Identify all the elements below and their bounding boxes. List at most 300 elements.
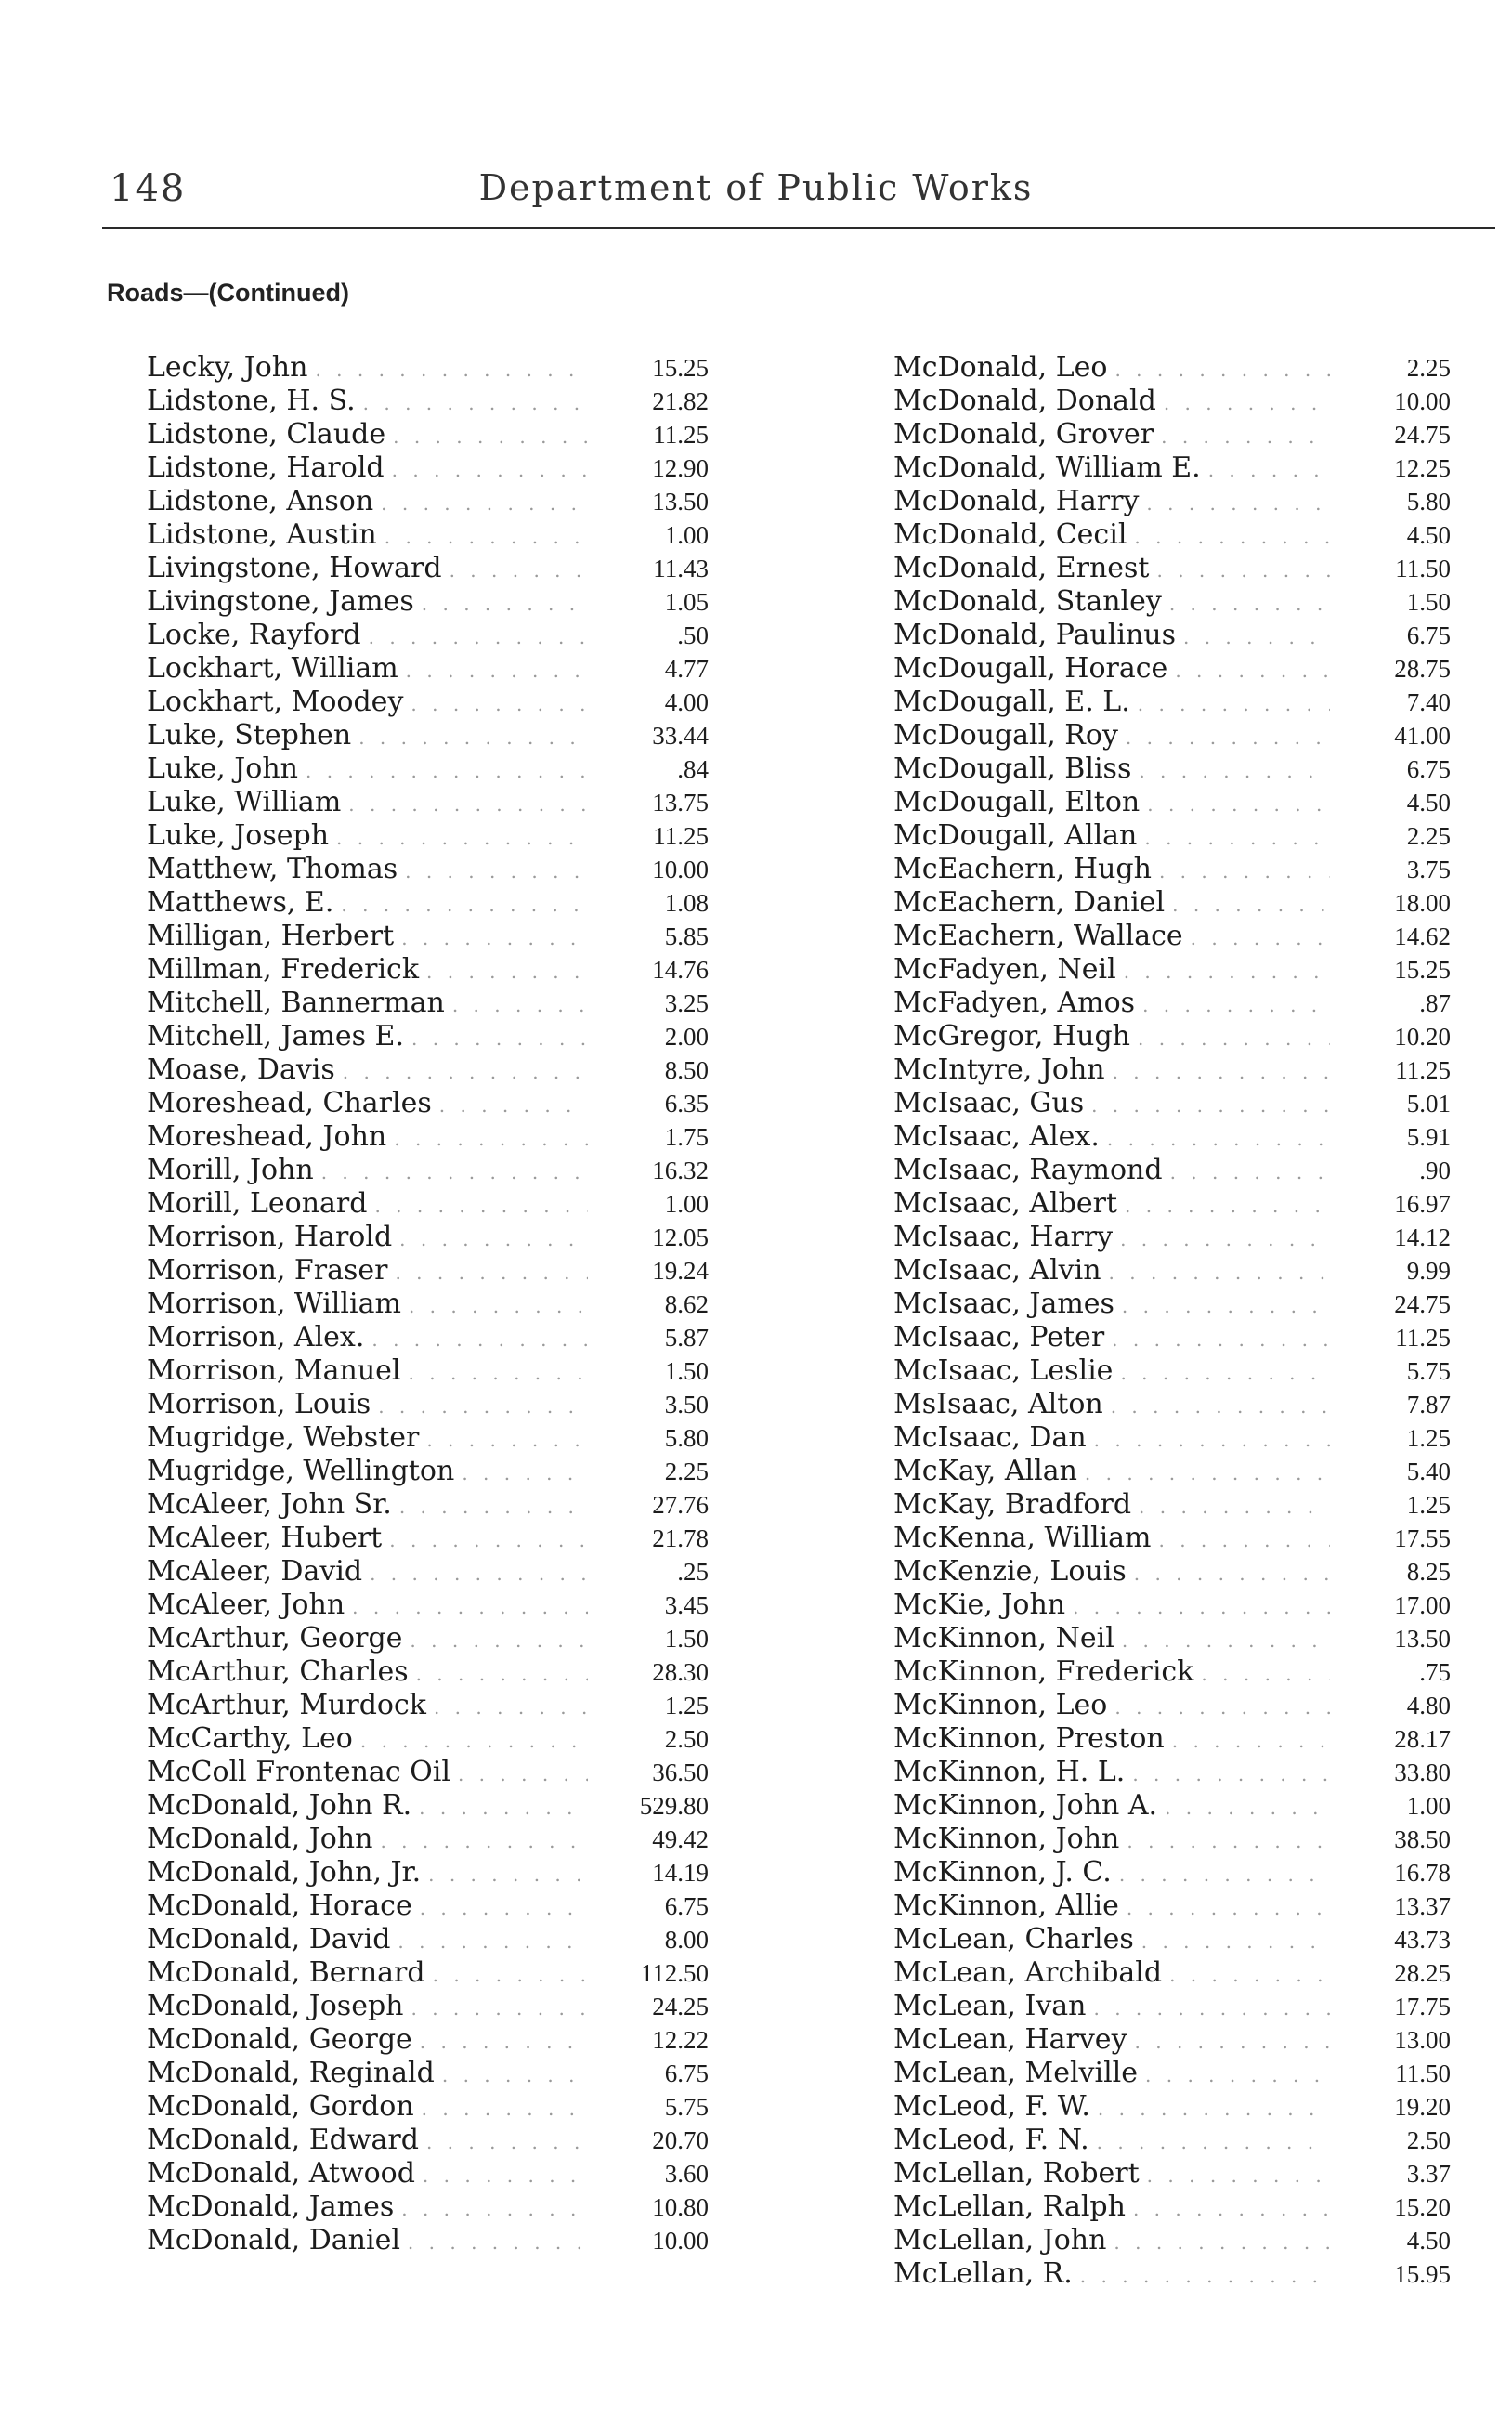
dot-leader	[353, 1724, 588, 1758]
payee-name: McDougall, E. L.	[893, 686, 1130, 718]
payee-name: McDonald, George	[147, 2023, 412, 2056]
payment-amount: 27.76	[652, 1491, 709, 1519]
dot-leader	[401, 1356, 588, 1390]
list-item	[893, 1655, 1451, 1689]
payee-name: McLellan, Ralph	[893, 2190, 1126, 2223]
list-item	[147, 418, 709, 451]
payee-name: McKinnon, J. C.	[893, 1856, 1112, 1889]
dot-leader	[314, 1156, 588, 1189]
right-column-list	[893, 351, 1451, 2291]
payee-name: McColl Frontenac Oil	[147, 1756, 450, 1788]
dot-leader	[425, 1958, 588, 1992]
payee-name: McAleer, John Sr.	[147, 1488, 392, 1521]
header-divider	[102, 227, 1495, 229]
list-item	[893, 385, 1451, 418]
payment-amount: 38.50	[1394, 1825, 1451, 1853]
list-item	[147, 385, 709, 418]
payment-amount: 6.75	[1406, 621, 1451, 649]
list-item	[893, 1856, 1451, 1889]
payee-name: Millman, Frederick	[147, 953, 420, 986]
payee-name: McDonald, David	[147, 1923, 391, 1955]
payee-name: McKinnon, H. L.	[893, 1756, 1126, 1788]
payment-amount: 49.42	[652, 1825, 709, 1853]
payee-name: Lockhart, Moodey	[147, 686, 404, 718]
list-item	[893, 2190, 1451, 2224]
payment-amount: 13.37	[1394, 1892, 1451, 1920]
list-item	[893, 2090, 1451, 2124]
dot-leader	[1112, 1858, 1330, 1891]
dot-leader	[1163, 1156, 1330, 1189]
payment-amount: 36.50	[652, 1759, 709, 1786]
payee-name: McDonald, Gordon	[147, 2090, 414, 2123]
payment-amount: 10.00	[652, 2227, 709, 2255]
payee-name: McDonald, Cecil	[893, 518, 1127, 551]
payment-amount: 3.25	[664, 989, 709, 1017]
payee-name: McKinnon, John	[893, 1823, 1120, 1855]
payment-amount: 13.00	[1394, 2026, 1451, 2054]
payment-amount: 2.50	[1406, 2126, 1451, 2154]
dot-leader	[411, 1791, 588, 1824]
payee-name: McIsaac, James	[893, 1288, 1114, 1320]
dot-leader	[1126, 2192, 1330, 2226]
payee-name: McGregor, Hugh	[893, 1020, 1130, 1053]
dot-leader	[432, 1089, 588, 1122]
dot-leader	[398, 654, 588, 687]
dot-leader	[1183, 922, 1330, 955]
list-item	[147, 1589, 709, 1622]
payee-name: McArthur, George	[147, 1622, 403, 1654]
list-item	[893, 2057, 1451, 2090]
dot-leader	[394, 922, 588, 955]
payee-name: Matthew, Thomas	[147, 853, 398, 885]
dot-leader	[1107, 1691, 1330, 1724]
payee-name: Mitchell, James E.	[147, 1020, 404, 1053]
list-item	[893, 786, 1451, 819]
payment-amount: 10.20	[1394, 1023, 1451, 1051]
payee-name: McLeod, F. W.	[893, 2090, 1090, 2123]
payment-amount: 13.75	[652, 789, 709, 817]
list-item	[893, 953, 1451, 987]
page-title: Department of Public Works	[478, 167, 1034, 208]
payment-amount: 15.95	[1394, 2260, 1451, 2288]
dot-leader	[401, 1289, 588, 1323]
dot-leader	[1119, 1824, 1330, 1858]
payee-name: Moase, Davis	[147, 1053, 335, 1086]
payment-amount: 14.12	[1394, 1223, 1451, 1251]
payment-amount: 28.75	[1394, 655, 1451, 683]
payment-amount: 5.85	[664, 922, 709, 950]
dot-leader	[1103, 1390, 1330, 1423]
dot-leader	[404, 1022, 588, 1055]
list-item	[893, 719, 1451, 752]
list-item	[147, 552, 709, 585]
payee-name: Moreshead, Charles	[147, 1087, 432, 1119]
dot-leader	[335, 1055, 588, 1089]
dot-leader	[1167, 654, 1330, 687]
payee-name: McDonald, Grover	[893, 418, 1154, 451]
list-item	[893, 552, 1451, 585]
payee-name: McDonald, Bernard	[147, 1956, 425, 1989]
dot-leader	[1086, 1992, 1330, 2025]
dot-leader	[333, 888, 588, 922]
list-item	[893, 886, 1451, 920]
payment-amount: 41.00	[1394, 722, 1451, 750]
payee-name: McLean, Charles	[893, 1923, 1134, 1955]
payment-amount: 12.90	[652, 454, 709, 482]
payment-amount: 1.00	[1406, 1792, 1451, 1820]
payment-amount: .75	[1419, 1658, 1451, 1686]
list-item	[147, 619, 709, 652]
dot-leader	[1127, 1557, 1330, 1590]
dot-leader	[412, 2025, 588, 2059]
payee-name: Moreshead, John	[147, 1120, 387, 1153]
payment-amount: 28.17	[1394, 1725, 1451, 1753]
dot-leader	[1116, 955, 1330, 988]
dot-leader	[351, 721, 588, 754]
list-item	[893, 1053, 1451, 1087]
list-item	[893, 351, 1451, 385]
list-item	[893, 1689, 1451, 1722]
list-item	[893, 1288, 1451, 1321]
list-item	[893, 1889, 1451, 1923]
payee-name: Morrison, Manuel	[147, 1354, 401, 1387]
list-item	[147, 2090, 709, 2124]
payee-name: McKenzie, Louis	[893, 1555, 1127, 1588]
list-item	[893, 819, 1451, 853]
list-item	[147, 2124, 709, 2157]
list-item	[893, 1221, 1451, 1254]
dot-leader	[402, 1624, 588, 1657]
payment-amount: 4.50	[1406, 521, 1451, 549]
list-item	[893, 1087, 1451, 1120]
list-item	[147, 1722, 709, 1756]
payee-name: McDonald, Horace	[147, 1889, 412, 1922]
payment-amount: 24.75	[1394, 1290, 1451, 1318]
dot-leader	[1152, 1523, 1331, 1557]
payee-name: McKinnon, Preston	[893, 1722, 1165, 1755]
payee-name: McDonald, Stanley	[893, 585, 1162, 618]
list-item	[147, 2157, 709, 2190]
payee-name: McKinnon, Leo	[893, 1689, 1108, 1721]
payee-name: McKenna, William	[893, 1522, 1152, 1554]
dot-leader	[412, 1891, 588, 1925]
list-item	[893, 1555, 1451, 1589]
dot-leader	[1165, 1724, 1330, 1758]
payee-name: McDonald, Joseph	[147, 1990, 404, 2022]
list-item	[893, 418, 1451, 451]
payment-amount: 2.25	[1406, 354, 1451, 382]
dot-leader	[1139, 487, 1330, 520]
payment-amount: 1.25	[664, 1692, 709, 1719]
payment-amount: 1.25	[1406, 1424, 1451, 1452]
payee-name: McIsaac, Alvin	[893, 1254, 1101, 1287]
dot-leader	[390, 1925, 588, 1958]
payee-name: McFadyen, Amos	[893, 987, 1136, 1019]
list-item	[147, 652, 709, 686]
dot-leader	[1165, 888, 1330, 922]
dot-leader	[419, 1423, 588, 1457]
payee-name: McIsaac, Dan	[893, 1421, 1087, 1454]
payee-name: Mitchell, Bannerman	[147, 987, 445, 1019]
payee-name: Locke, Rayford	[147, 619, 361, 651]
payment-amount: 1.00	[664, 521, 709, 549]
payment-amount: 3.50	[664, 1391, 709, 1419]
dot-leader	[400, 2226, 588, 2259]
dot-leader	[371, 1390, 588, 1423]
dot-leader	[341, 788, 588, 821]
payment-amount: 11.25	[1395, 1324, 1451, 1352]
list-item	[893, 2157, 1451, 2190]
payment-amount: 11.25	[653, 421, 709, 449]
dot-leader	[361, 621, 588, 654]
list-item	[147, 719, 709, 752]
list-item	[893, 1756, 1451, 1789]
dot-leader	[1089, 2125, 1330, 2159]
list-item	[893, 1789, 1451, 1823]
payee-name: Morrison, Fraser	[147, 1254, 388, 1287]
list-item	[147, 485, 709, 518]
payment-amount: 24.75	[1394, 421, 1451, 449]
dot-leader	[382, 1523, 588, 1557]
list-item	[147, 1956, 709, 1990]
payee-name: McLean, Archibald	[893, 1956, 1163, 1989]
payment-amount: 1.75	[664, 1123, 709, 1151]
dot-leader	[1131, 754, 1330, 788]
payment-amount: 529.80	[639, 1792, 709, 1820]
payee-name: McKinnon, Allie	[893, 1889, 1119, 1922]
dot-leader	[409, 1657, 588, 1691]
dot-leader	[1156, 386, 1330, 420]
list-item	[893, 853, 1451, 886]
payee-name: Mugridge, Webster	[147, 1421, 420, 1454]
dot-leader	[356, 386, 588, 420]
payment-amount: 10.00	[1394, 387, 1451, 415]
payee-name: Mugridge, Wellington	[147, 1455, 455, 1487]
payee-name: McDougall, Bliss	[893, 752, 1132, 785]
list-item	[893, 987, 1451, 1020]
payment-amount: 112.50	[640, 1959, 709, 1987]
list-item	[893, 1722, 1451, 1756]
payment-amount: 4.50	[1406, 789, 1451, 817]
payment-amount: 16.97	[1394, 1190, 1451, 1218]
payment-amount: 1.50	[1406, 588, 1451, 616]
dot-leader	[1135, 988, 1330, 1022]
payment-amount: 2.25	[1406, 822, 1451, 850]
payee-name: McIsaac, Harry	[893, 1221, 1114, 1253]
dot-leader	[1134, 1925, 1330, 1958]
dot-leader	[372, 1824, 588, 1858]
list-item	[893, 1421, 1451, 1455]
payment-amount: 4.00	[664, 688, 709, 716]
dot-leader	[1149, 554, 1330, 587]
payee-name: Morrison, Harold	[147, 1221, 393, 1253]
payment-amount: 5.40	[1406, 1458, 1451, 1485]
payment-amount: 6.35	[664, 1090, 709, 1118]
list-item	[147, 518, 709, 552]
payment-amount: 12.05	[652, 1223, 709, 1251]
list-item	[147, 585, 709, 619]
payee-name: Morrison, William	[147, 1288, 401, 1320]
dot-leader	[1125, 1758, 1330, 1791]
list-item	[147, 1288, 709, 1321]
payment-amount: 11.43	[653, 555, 709, 582]
payment-amount: .25	[677, 1558, 709, 1586]
list-item	[893, 1923, 1451, 1956]
payment-amount: 1.50	[664, 1357, 709, 1385]
payee-name: McCarthy, Leo	[147, 1722, 353, 1755]
payee-name: McDonald, William E.	[893, 451, 1201, 484]
list-item	[893, 1321, 1451, 1354]
dot-leader	[1101, 1256, 1330, 1289]
payee-name: McDonald, Ernest	[893, 552, 1150, 584]
payment-amount: 16.32	[652, 1157, 709, 1184]
payee-name: McDonald, Donald	[893, 385, 1156, 417]
dot-leader	[1117, 1189, 1330, 1223]
list-item	[147, 853, 709, 886]
payee-name: McEachern, Hugh	[893, 853, 1152, 885]
list-item	[893, 518, 1451, 552]
payment-amount: 6.75	[664, 2059, 709, 2087]
list-item	[893, 2224, 1451, 2257]
payee-name: Luke, Joseph	[147, 819, 330, 852]
dot-leader	[307, 353, 588, 386]
payment-amount: .90	[1419, 1157, 1451, 1184]
dot-leader	[419, 955, 588, 988]
payee-name: McDonald, Daniel	[147, 2224, 400, 2256]
dot-leader	[454, 1457, 588, 1490]
payment-amount: 10.80	[652, 2193, 709, 2221]
payee-name: McIntyre, John	[893, 1053, 1105, 1086]
list-item	[893, 1388, 1451, 1421]
payee-name: McDonald, Reginald	[147, 2057, 435, 2089]
payee-name: McKay, Bradford	[893, 1488, 1132, 1521]
payee-name: McIsaac, Alex.	[893, 1120, 1100, 1153]
payee-name: MsIsaac, Alton	[893, 1388, 1103, 1420]
payee-name: McDonald, James	[147, 2190, 395, 2223]
list-item	[147, 1789, 709, 1823]
dot-leader	[1087, 1423, 1330, 1457]
dot-leader	[392, 1490, 588, 1523]
list-item	[147, 2224, 709, 2257]
payment-amount: .84	[677, 755, 709, 783]
payee-name: McLeod, F. N.	[893, 2124, 1089, 2156]
payment-amount: 1.00	[664, 1190, 709, 1218]
payment-amount: 17.55	[1394, 1524, 1451, 1552]
payment-amount: 3.37	[1406, 2160, 1451, 2188]
payee-name: McIsaac, Leslie	[893, 1354, 1114, 1387]
list-item	[147, 2057, 709, 2090]
payee-name: Lidstone, H. S.	[147, 385, 356, 417]
list-item	[893, 1154, 1451, 1187]
list-item	[147, 1555, 709, 1589]
dot-leader	[364, 1323, 588, 1356]
payment-amount: 4.50	[1406, 2227, 1451, 2255]
payment-amount: 2.00	[664, 1023, 709, 1051]
list-item	[147, 1354, 709, 1388]
dot-leader	[385, 420, 588, 453]
payee-name: Lidstone, Anson	[147, 485, 374, 517]
payee-name: McArthur, Murdock	[147, 1689, 426, 1721]
list-item	[147, 1856, 709, 1889]
dot-leader	[345, 1590, 588, 1624]
dot-leader	[1113, 1223, 1330, 1256]
list-item	[147, 1923, 709, 1956]
section-title: Roads—(Continued)	[107, 279, 349, 307]
payee-name: McDonald, John R.	[147, 1789, 412, 1822]
list-item	[893, 1823, 1451, 1856]
list-item	[893, 1187, 1451, 1221]
payment-amount: 11.50	[1395, 555, 1451, 582]
list-item	[893, 752, 1451, 786]
payment-amount: 3.45	[664, 1591, 709, 1619]
payee-name: McAleer, Hubert	[147, 1522, 383, 1554]
list-item	[893, 619, 1451, 652]
list-item	[893, 585, 1451, 619]
payee-name: Lidstone, Claude	[147, 418, 386, 451]
dot-leader	[1157, 1791, 1330, 1824]
list-item	[893, 1990, 1451, 2023]
payment-amount: 15.25	[652, 354, 709, 382]
payee-name: Luke, John	[147, 752, 298, 785]
dot-leader	[403, 1992, 588, 2025]
dot-leader	[1104, 1323, 1330, 1356]
list-item	[147, 752, 709, 786]
payment-amount: 11.25	[1395, 1056, 1451, 1084]
payment-amount: 6.75	[1406, 755, 1451, 783]
payment-amount: 11.25	[653, 822, 709, 850]
payment-amount: 15.25	[1394, 956, 1451, 984]
dot-leader	[387, 1256, 588, 1289]
dot-leader	[450, 1758, 588, 1791]
dot-leader	[1140, 788, 1330, 821]
payment-amount: 5.80	[664, 1424, 709, 1452]
list-item	[147, 1622, 709, 1655]
dot-leader	[1114, 1624, 1330, 1657]
payment-amount: 5.91	[1406, 1123, 1451, 1151]
payment-amount: 5.87	[664, 1324, 709, 1352]
dot-leader	[414, 587, 588, 621]
list-item	[147, 1087, 709, 1120]
list-item	[893, 1488, 1451, 1522]
dot-leader	[442, 554, 588, 587]
dot-leader	[1137, 821, 1330, 855]
payment-amount: 18.00	[1394, 889, 1451, 917]
payment-amount: 3.75	[1406, 856, 1451, 883]
dot-leader	[1162, 1958, 1330, 1992]
payment-amount: .50	[677, 621, 709, 649]
payment-amount: 4.77	[664, 655, 709, 683]
list-item	[147, 886, 709, 920]
payee-name: McFadyen, Neil	[893, 953, 1116, 986]
list-item	[893, 920, 1451, 953]
list-item	[893, 1254, 1451, 1288]
list-item	[147, 953, 709, 987]
dot-leader	[1127, 2025, 1330, 2059]
payee-name: Lidstone, Austin	[147, 518, 377, 551]
dot-leader	[1140, 2159, 1330, 2192]
payment-amount: 14.62	[1394, 922, 1451, 950]
dot-leader	[1130, 1022, 1330, 1055]
list-item	[893, 1120, 1451, 1154]
dot-leader	[403, 687, 588, 721]
payment-amount: 14.76	[652, 956, 709, 984]
payee-name: Lecky, John	[147, 351, 308, 384]
list-item	[147, 1154, 709, 1187]
list-item	[893, 1354, 1451, 1388]
payee-name: McLellan, R.	[893, 2257, 1073, 2290]
payment-amount: 13.50	[1394, 1625, 1451, 1653]
payment-amount: 9.99	[1406, 1257, 1451, 1285]
